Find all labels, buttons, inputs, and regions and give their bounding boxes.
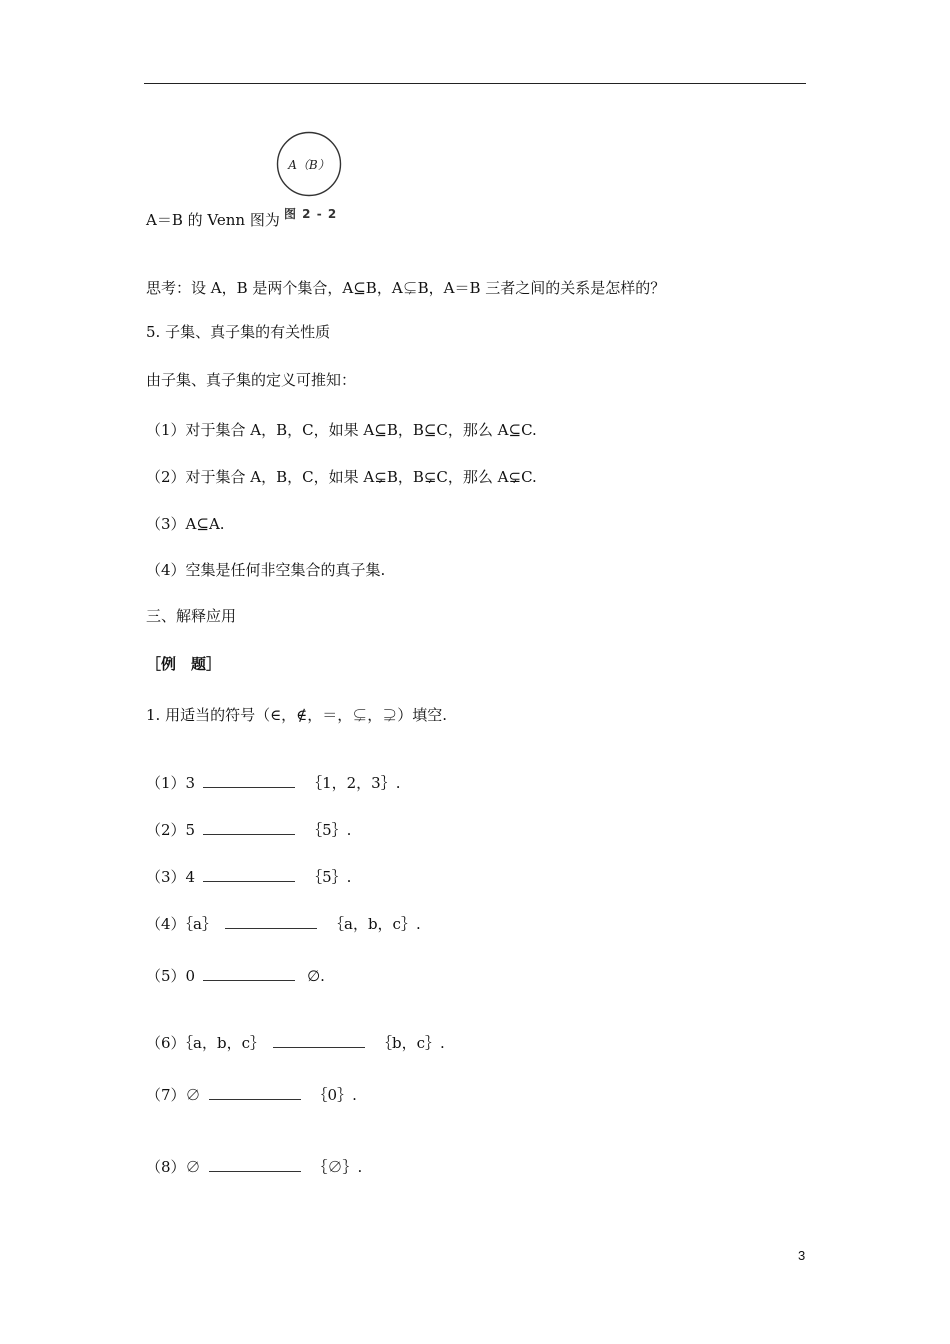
exercise-left: （1）3 bbox=[146, 774, 196, 792]
exercise-left: （5）0 bbox=[146, 967, 196, 985]
exercise-left: （8）∅ bbox=[146, 1158, 201, 1176]
exercise-right: ｛1，2，3｝. bbox=[307, 774, 401, 792]
section3-title: 三、解释应用 bbox=[146, 607, 237, 625]
exercise-right: ∅. bbox=[307, 967, 325, 985]
exercise-left: （6）｛a，b，c｝ bbox=[146, 1034, 265, 1052]
answer-blank[interactable] bbox=[203, 820, 295, 835]
property-1: （1）对于集合 A，B，C，如果 A⊆B，B⊆C，那么 A⊆C. bbox=[146, 421, 537, 439]
answer-blank[interactable] bbox=[273, 1033, 365, 1048]
property-3: （3）A⊆A. bbox=[146, 515, 225, 533]
exercise-row bbox=[146, 1033, 445, 1053]
answer-blank[interactable] bbox=[209, 1085, 301, 1100]
answer-blank[interactable] bbox=[203, 773, 295, 788]
answer-blank[interactable] bbox=[203, 966, 295, 981]
exercise-row bbox=[146, 966, 325, 986]
venn-diagram bbox=[276, 131, 342, 197]
venn-circle-label: A（B） bbox=[288, 158, 330, 172]
section5-intro: 由子集、真子集的定义可推知： bbox=[146, 371, 357, 389]
header-rule bbox=[144, 83, 806, 84]
think-line: 思考：设 A，B 是两个集合，A⊆B，A⊊B，A＝B 三者之间的关系是怎样的？ bbox=[146, 279, 666, 297]
exercise-right: ｛a，b，c｝. bbox=[329, 915, 421, 933]
exercise-row bbox=[146, 820, 351, 840]
exercise-left: （7）∅ bbox=[146, 1086, 201, 1104]
exercise-left: （2）5 bbox=[146, 821, 196, 839]
exercise-row bbox=[146, 1085, 357, 1105]
example-header: ［例 题］ bbox=[146, 655, 222, 673]
property-4: （4）空集是任何非空集合的真子集. bbox=[146, 561, 386, 579]
property-2: （2）对于集合 A，B，C，如果 A⊊B，B⊊C，那么 A⊊C. bbox=[146, 468, 537, 486]
exercise-right: ｛5｝. bbox=[307, 868, 352, 886]
answer-blank[interactable] bbox=[225, 914, 317, 929]
exercise-row bbox=[146, 914, 421, 934]
exercise-row bbox=[146, 1157, 362, 1177]
answer-blank[interactable] bbox=[209, 1157, 301, 1172]
answer-blank[interactable] bbox=[203, 867, 295, 882]
exercise-left: （3）4 bbox=[146, 868, 196, 886]
page-number: 3 bbox=[798, 1248, 806, 1263]
exercise-right: ｛0｝. bbox=[312, 1086, 357, 1104]
exercise-right: ｛∅｝. bbox=[312, 1158, 363, 1176]
exercise-left: （4）｛a｝ bbox=[146, 915, 217, 933]
exercise-row bbox=[146, 773, 401, 793]
exercise-right: ｛5｝. bbox=[307, 821, 352, 839]
section5-title: 5. 子集、真子集的有关性质 bbox=[146, 323, 331, 341]
venn-line: A＝B 的 Venn 图为 bbox=[146, 211, 280, 229]
exercise-right: ｛b，c｝. bbox=[377, 1034, 445, 1052]
figure-caption: 图 2 - 2 bbox=[284, 207, 338, 221]
exercise-row bbox=[146, 867, 351, 887]
example1-prompt: 1. 用适当的符号（∈，∉，＝，⊊，⊋）填空. bbox=[146, 706, 448, 724]
